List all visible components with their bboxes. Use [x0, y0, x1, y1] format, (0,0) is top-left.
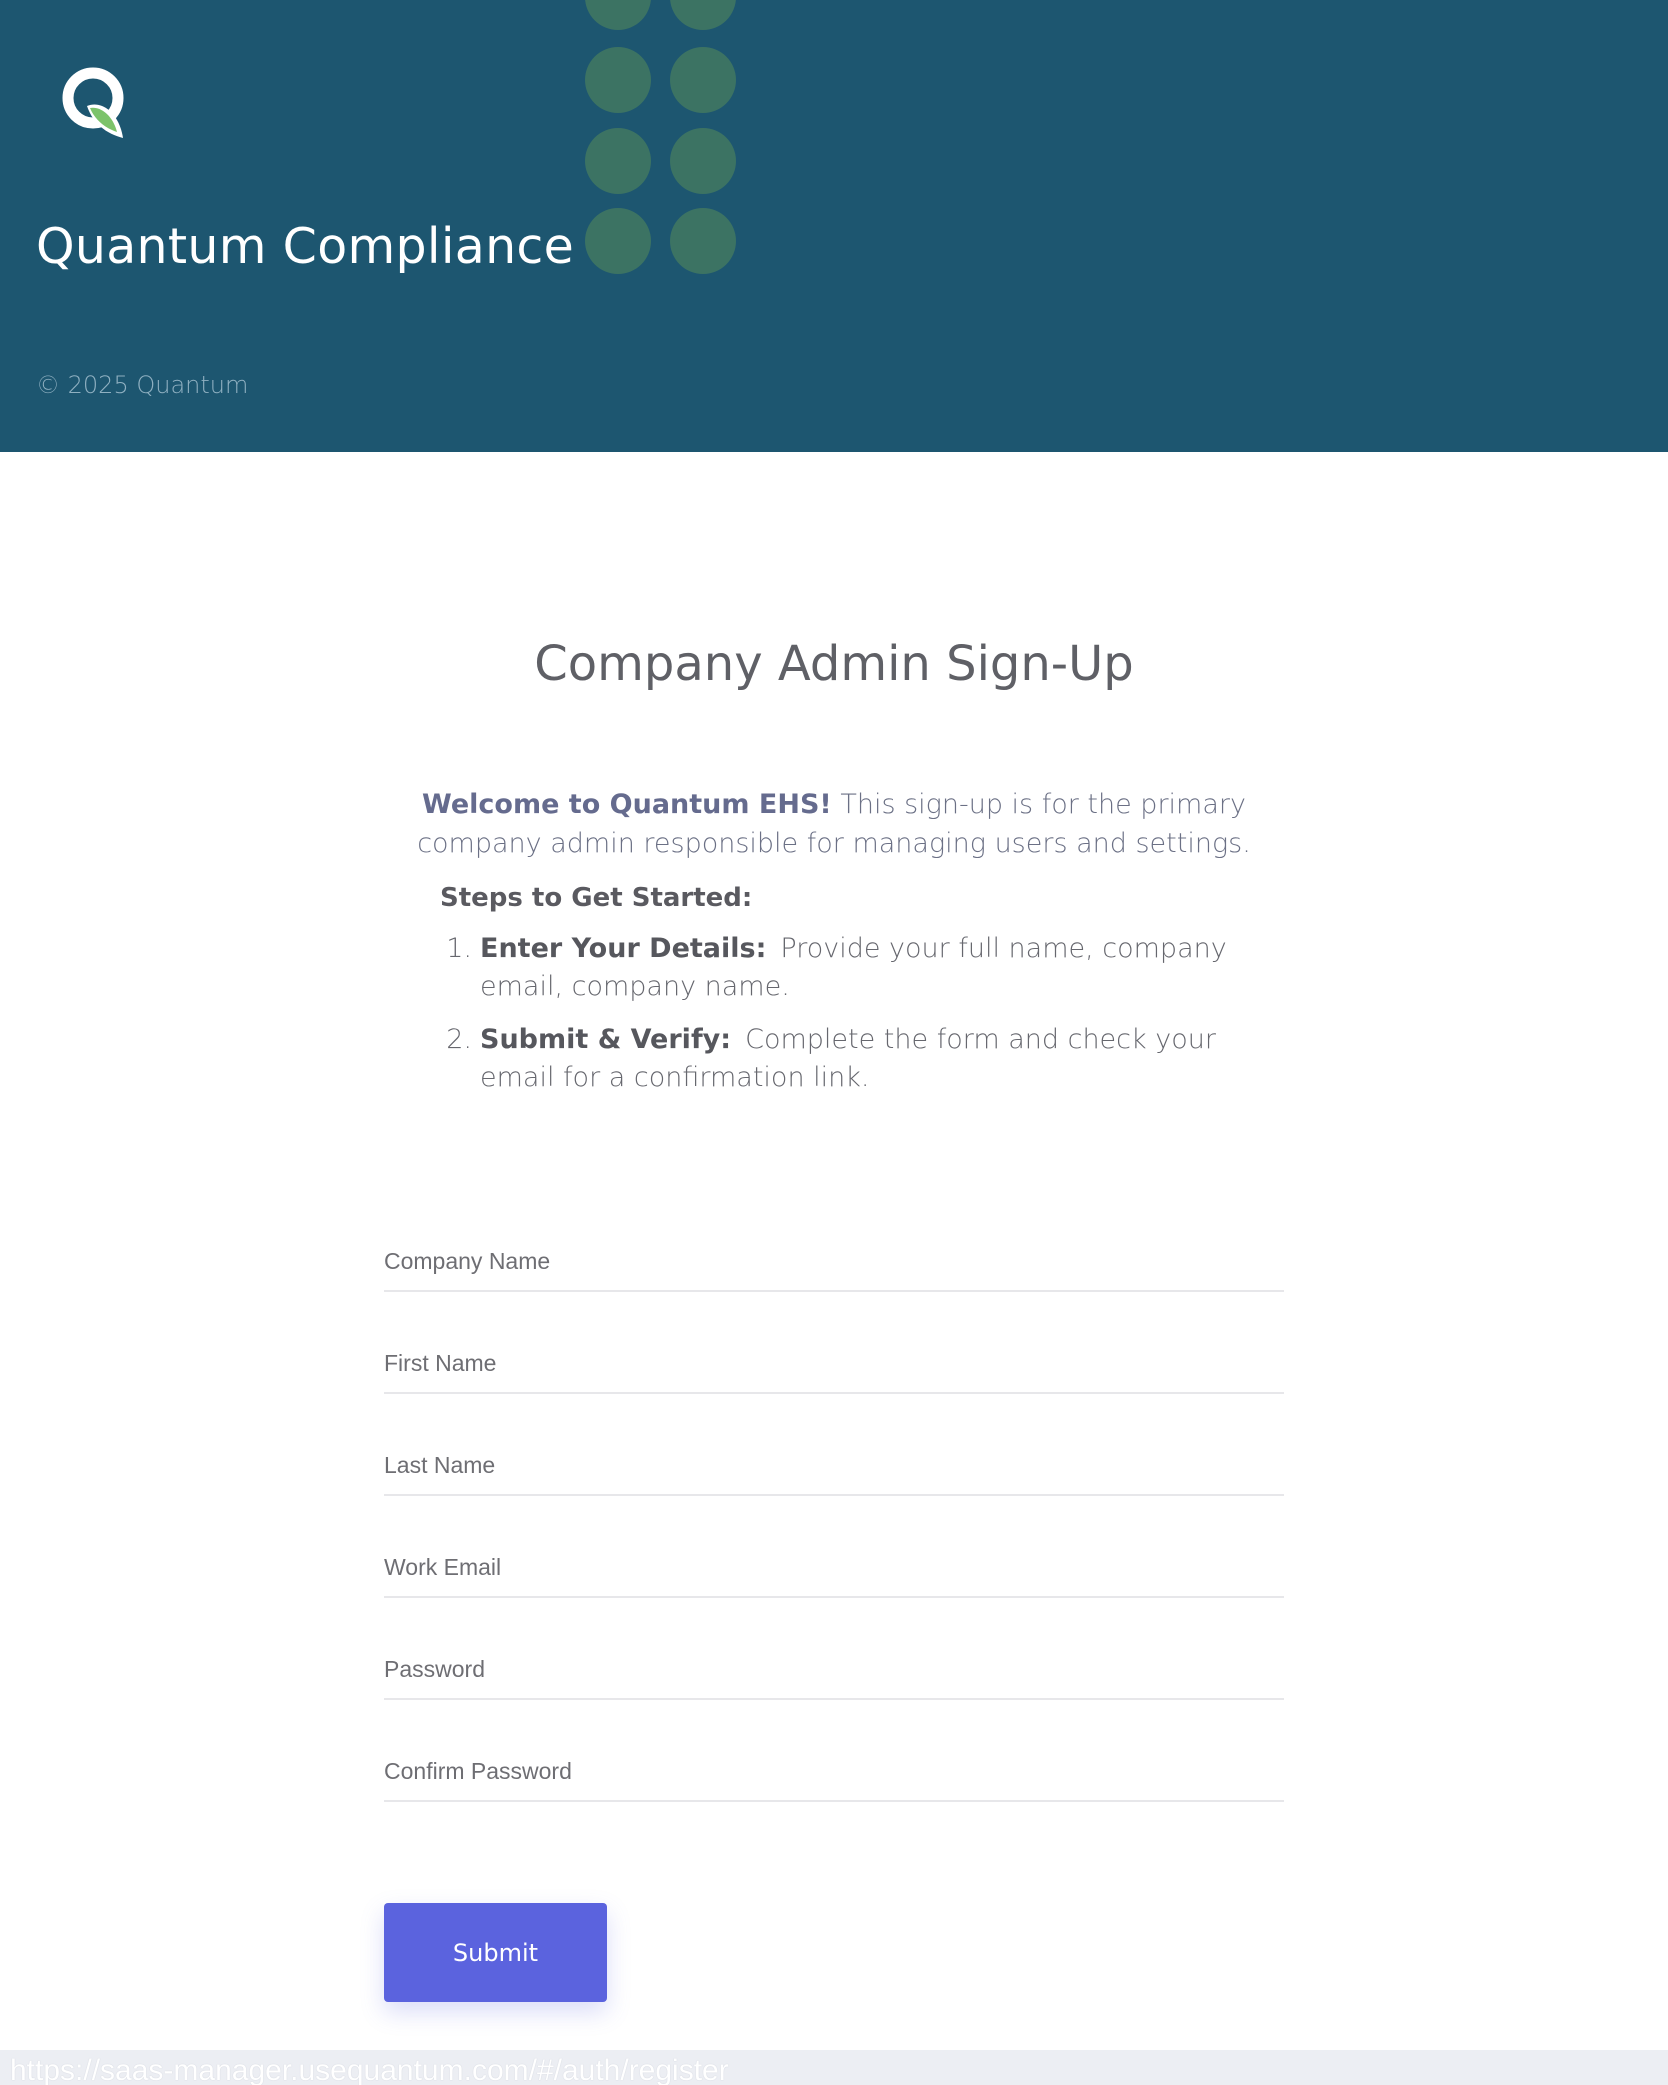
brand-title: Quantum Compliance [36, 218, 575, 275]
last-name-field [384, 1442, 1284, 1496]
brand-header [0, 0, 1668, 452]
decor-dot [585, 128, 651, 194]
work-email-field [384, 1544, 1284, 1598]
step-body [480, 1021, 1260, 1097]
confirm-password-input[interactable] [384, 1758, 1284, 1785]
password-field [384, 1646, 1284, 1700]
decor-dot [585, 208, 651, 274]
step-body [480, 930, 1260, 1006]
steps-title: Steps to Get Started: [440, 883, 753, 913]
last-name-input[interactable] [384, 1452, 1284, 1479]
step-item [440, 930, 1260, 1006]
intro-welcome: Welcome to Quantum EHS! [422, 789, 832, 820]
company-name-field [384, 1238, 1284, 1292]
step-text: Provide your full name, company email, company name. [480, 933, 1227, 1002]
status-url-bar [0, 2050, 1668, 2085]
step-title: Submit & Verify: [480, 1024, 732, 1055]
decor-dot [670, 47, 736, 113]
step-number: 2. [446, 1024, 472, 1055]
work-email-input[interactable] [384, 1554, 1284, 1581]
quantum-logo-icon [57, 64, 133, 144]
intro-text [370, 785, 1298, 863]
intro-description: This sign-up is for the primary company admin responsible for managing users and settings. [417, 789, 1251, 859]
decor-dot [670, 0, 736, 30]
decor-dot [670, 128, 736, 194]
step-number: 1. [446, 933, 472, 964]
page-title: Company Admin Sign-Up [534, 636, 1134, 692]
confirm-password-field [384, 1748, 1284, 1802]
first-name-input[interactable] [384, 1350, 1284, 1377]
status-url: https://saas-manager.usequantum.com/#/auth/register [10, 2054, 729, 2085]
submit-button[interactable]: Submit [384, 1903, 607, 2002]
step-title: Enter Your Details: [480, 933, 767, 964]
company-name-input[interactable] [384, 1248, 1284, 1275]
decor-dot [670, 208, 736, 274]
step-text: Complete the form and check your email for a confirmation link. [480, 1024, 1216, 1093]
decor-dot [585, 47, 651, 113]
decor-dot [585, 0, 651, 30]
copyright-text: © 2025 Quantum [36, 371, 249, 399]
first-name-field [384, 1340, 1284, 1394]
password-input[interactable] [384, 1656, 1284, 1683]
step-item [440, 1021, 1260, 1097]
